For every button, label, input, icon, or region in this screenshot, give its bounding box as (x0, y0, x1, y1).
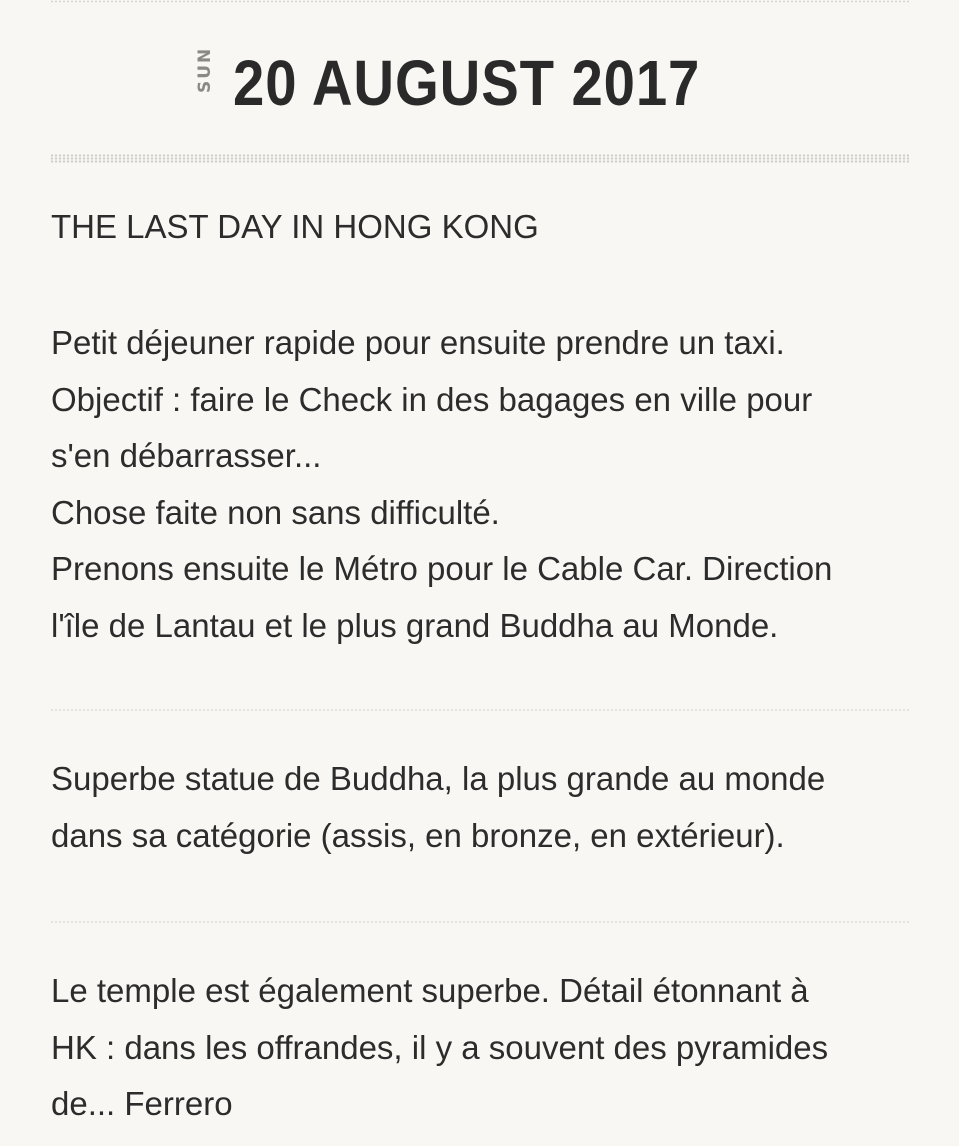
paragraph-line: Chose faite non sans difficulté. (51, 493, 500, 531)
paragraph-section-1 (51, 315, 921, 654)
section-divider (50, 921, 909, 923)
paragraph-line: s'en débarrasser... (51, 437, 322, 474)
header-divider (50, 154, 909, 163)
paragraph-line: Prenons ensuite le Métro pour le Cable Car. Direction (51, 550, 833, 587)
paragraph-section-3 (51, 963, 921, 1133)
paragraph-line: Le temple est également superbe. Détail étonnant à (51, 972, 809, 1009)
paragraph-line: dans sa catégorie (assis, en bronze, en extérieur). (51, 816, 785, 854)
top-divider (50, 0, 909, 3)
paragraph-line: Superbe statue de Buddha, la plus grande au monde (51, 760, 826, 797)
paragraph-line: l'île de Lantau et le plus grand Buddha au Monde. (51, 606, 779, 644)
section-divider (50, 709, 909, 711)
date-title: 20 AUGUST 2017 (233, 47, 701, 119)
paragraph-line: HK : dans les offrandes, il y a souvent des pyramides (51, 1028, 829, 1066)
date-header (0, 38, 959, 128)
paragraph-line: Objectif : faire le Check in des bagages en ville pour (51, 380, 813, 418)
paragraph-line: Petit déjeuner rapide pour ensuite prendre un taxi. (51, 324, 785, 361)
paragraph-line: de... Ferrero (51, 1085, 233, 1122)
weekday-label: SUN (195, 46, 216, 93)
post-title: THE LAST DAY IN HONG KONG (51, 208, 539, 245)
paragraph-section-2 (51, 751, 921, 864)
